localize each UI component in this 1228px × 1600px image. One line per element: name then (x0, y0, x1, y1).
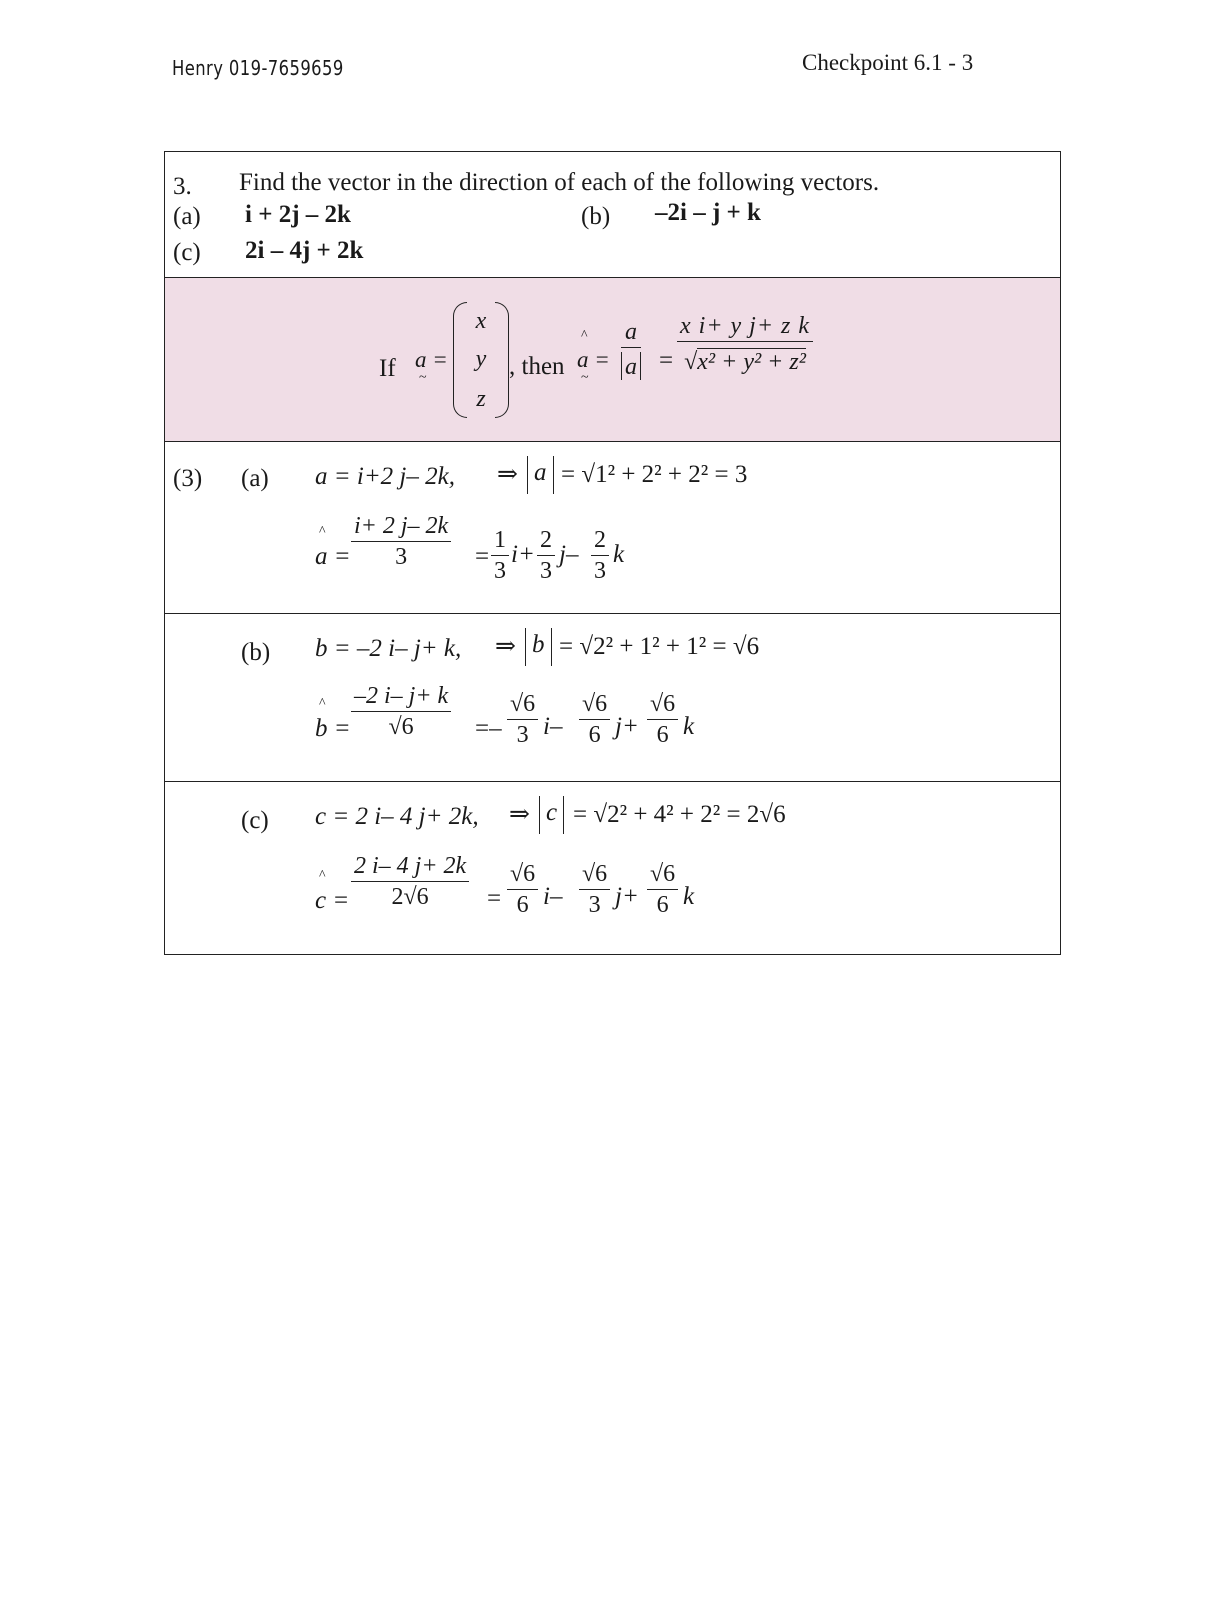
coef-fraction: √6 6 (647, 862, 678, 918)
question-number: 3. (173, 173, 192, 200)
implies-arrow: ⇒ (509, 801, 530, 828)
coef-fraction: √6 6 (507, 862, 538, 918)
solution-c-vector: c = 2 i– 4 j+ 2k, (315, 803, 479, 830)
unit-j: j– (559, 541, 579, 568)
coef-fraction: 1 3 (491, 528, 509, 584)
vector-y: y (475, 346, 487, 372)
unit-j: j+ (615, 713, 639, 740)
solution-c-hat: c = (315, 887, 350, 914)
question-instruction: Find the vector in the direction of each of the following vectors. (239, 169, 880, 196)
formula-row (165, 278, 1060, 442)
solution-b-vector: b = –2 i– j+ k, (315, 635, 462, 662)
hat-mark: ^ (319, 524, 326, 539)
unit-i: i– (543, 713, 563, 740)
xyz-fraction (677, 314, 813, 375)
solution-a-row (165, 442, 1060, 614)
fraction-denominator: √6 (388, 714, 414, 741)
hat-mark: ^ (319, 696, 326, 711)
part-b-expr: –2i – j + k (655, 199, 761, 226)
solution-a-magnitude: a (527, 456, 554, 494)
equals-sign: = (475, 543, 490, 570)
equals-minus: =– (475, 715, 502, 742)
tilde-mark: ~ (581, 370, 589, 385)
part-a-expr: i + 2j – 2k (245, 201, 351, 228)
solution-c-fraction (351, 854, 469, 910)
coef-fraction: 2 3 (537, 528, 555, 584)
worksheet-table (164, 151, 1061, 955)
solution-a-hat: a = (315, 543, 351, 570)
coef-fraction: √6 6 (579, 692, 610, 748)
solution-b-magnitude-value: = √2² + 1² + 1² = √6 (559, 633, 760, 660)
coef-fraction: √6 3 (507, 692, 538, 748)
unit-j: j+ (615, 883, 639, 910)
part-c-expr: 2i – 4j + 2k (245, 237, 364, 264)
unit-fraction (621, 320, 641, 380)
solution-b-magnitude: b (525, 628, 552, 666)
formula-a-eq: a = (415, 347, 448, 372)
implies-arrow: ⇒ (497, 461, 518, 488)
unit-k: k (613, 541, 625, 568)
fraction-denominator: a (621, 352, 641, 380)
formula-if: If (379, 355, 396, 382)
fraction-denominator: 2√6 (391, 884, 429, 911)
vector-x: x (475, 308, 487, 334)
solution-c-magnitude-value: = √2² + 4² + 2² = 2√6 (573, 801, 786, 828)
solution-b-fraction (351, 684, 451, 740)
solution-number: (3) (173, 465, 203, 492)
solution-a-fraction (351, 514, 451, 570)
formula-then: , then (509, 353, 565, 380)
fraction-numerator: x i+ y j+ z k (680, 313, 811, 339)
coef-fraction: √6 3 (579, 862, 610, 918)
solution-c-row (165, 782, 1060, 954)
fraction-numerator: 2 i– 4 j+ 2k (354, 853, 467, 879)
unit-k: k (683, 713, 695, 740)
solution-b-row (165, 614, 1060, 782)
fraction-denominator: √x² + y² + z² (684, 349, 806, 376)
part-a-label: (a) (173, 203, 201, 230)
question-row (165, 152, 1060, 278)
solution-a-magnitude-value: = √1² + 2² + 2² = 3 (561, 461, 748, 488)
unit-k: k (683, 883, 695, 910)
solution-a-vector: a = i+2 j– 2k, (315, 463, 455, 490)
solution-c-magnitude: c (539, 796, 564, 834)
header-checkpoint: Checkpoint 6.1 - 3 (802, 50, 974, 75)
hat-mark: ^ (581, 328, 588, 343)
fraction-numerator: i+ 2 j– 2k (354, 513, 449, 539)
equals-sign: = (487, 885, 502, 912)
coef-fraction: √6 6 (647, 692, 678, 748)
formula-ahat-eq: a = (577, 347, 610, 372)
formula-equals: = (659, 347, 674, 374)
hat-mark: ^ (319, 868, 326, 883)
fraction-numerator: a (625, 319, 637, 345)
solution-a-label: (a) (241, 465, 269, 492)
implies-arrow: ⇒ (495, 633, 516, 660)
solution-c-label: (c) (241, 807, 269, 834)
part-b-label: (b) (581, 203, 611, 230)
header-contact: Henry 019-7659659 (172, 56, 344, 80)
solution-b-label: (b) (241, 639, 271, 666)
unit-i: i+ (511, 541, 535, 568)
solution-b-hat: b = (315, 715, 351, 742)
vector-z: z (476, 386, 486, 412)
part-c-label: (c) (173, 239, 201, 266)
coef-fraction: 2 3 (591, 528, 609, 584)
unit-i: i– (543, 883, 563, 910)
column-vector (453, 302, 509, 420)
fraction-denominator: 3 (395, 544, 408, 571)
tilde-mark: ~ (419, 370, 427, 385)
fraction-numerator: –2 i– j+ k (354, 683, 449, 709)
